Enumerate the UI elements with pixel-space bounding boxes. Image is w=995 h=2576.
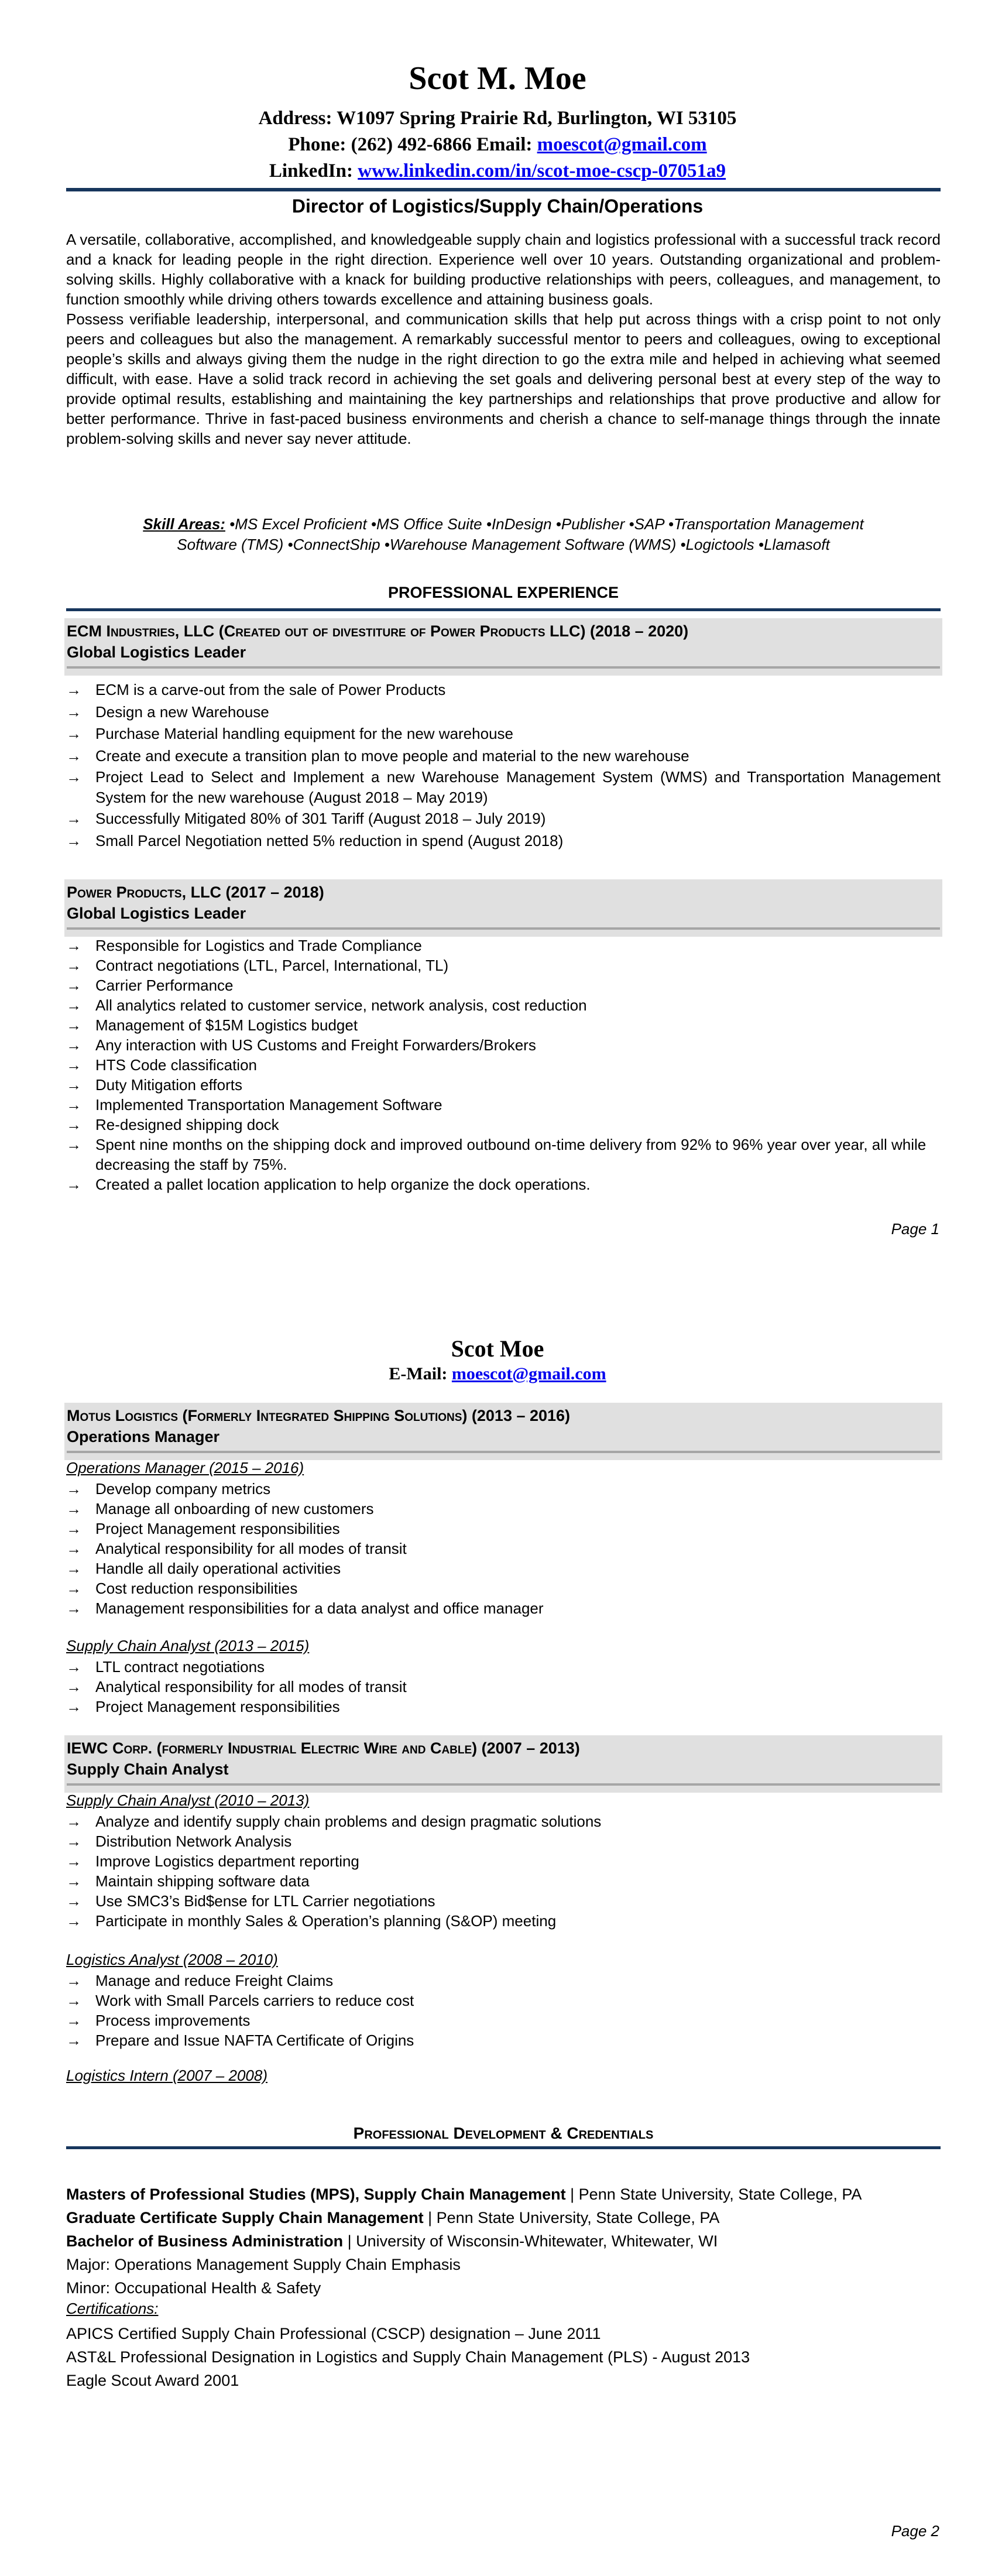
arrow-right-icon: → [66, 725, 81, 742]
list-item: → Successfully Mitigated 80% of 301 Tariff (August 2018 – July 2019) [66, 808, 941, 830]
list-item: → Contract negotiations (LTL, Parcel, International, TL) [66, 957, 449, 974]
phone-email-line [0, 132, 995, 157]
education-item [66, 2183, 941, 2206]
list-item: → Maintain shipping software data [66, 1872, 310, 1890]
arrow-right-icon: → [66, 1016, 81, 1034]
arrow-right-icon: → [66, 1580, 81, 1597]
job-role: Global Logistics Leader [67, 643, 246, 661]
list-item: → Analyze and identify supply chain problems and design pragmatic solutions [66, 1813, 602, 1830]
job-role: Supply Chain Analyst [67, 1760, 229, 1778]
linkedin-link[interactable]: www.linkedin.com/in/scot-moe-cscp-07051a9 [358, 160, 726, 181]
list-item: → Project Management responsibilities [66, 1698, 340, 1715]
arrow-right-icon: → [66, 831, 81, 849]
arrow-right-icon: → [66, 1480, 81, 1498]
list-item: → Develop company metrics [66, 1480, 271, 1498]
minor: Minor: Occupational Health & Safety [66, 2279, 321, 2297]
arrow-right-icon: → [66, 2012, 81, 2029]
page-number: Page 2 [891, 2522, 939, 2540]
linkedin-label: LinkedIn: [269, 160, 358, 181]
arrow-right-icon: → [66, 1540, 81, 1557]
job-header-motus [64, 1403, 942, 1460]
arrow-right-icon: → [66, 1076, 81, 1094]
arrow-right-icon: → [66, 957, 81, 974]
list-item: → Carrier Performance [66, 977, 234, 994]
arrow-right-icon: → [66, 1560, 81, 1577]
list-item: → Cost reduction responsibilities [66, 1580, 298, 1597]
position-bullets [66, 1971, 941, 2050]
arrow-right-icon: → [66, 977, 81, 994]
header-divider [66, 188, 941, 191]
email-line [0, 1364, 995, 1384]
list-item: → Duty Mitigation efforts [66, 1076, 242, 1094]
credentials-heading: Professional Development & Credentials [353, 2124, 654, 2142]
skills-line: Software (TMS) •ConnectShip •Warehouse Management Software (WMS) •Logictools •Llamasoft [177, 536, 830, 553]
arrow-right-icon: → [66, 768, 81, 786]
degree: Bachelor of Business Administration [66, 2232, 344, 2250]
phone-label: Phone: (262) 492-6866 Email: [288, 134, 537, 155]
certifications [66, 2322, 941, 2392]
job-header-bar [67, 1783, 940, 1786]
list-item: → Participate in monthly Sales & Operation’s planning (S&OP) meeting [66, 1912, 557, 1930]
job-header-power-products [64, 879, 942, 937]
summary-paragraph: A versatile, collaborative, accomplished, and knowledgeable supply chain and logistics professional with a successful track record and a knack for leading people in the right direction. Experience well over 10 years. Outstanding organizational and problem-solving skills. Highly collaborative with a knack for building productive relationships with peers, colleagues, and management, to function smoothly while driving others towards excellence and attaining business goals. [66, 231, 941, 308]
arrow-right-icon: → [66, 703, 81, 721]
list-item: → Spent nine months on the shipping dock and improved outbound on-time delivery from 92% to 96% year over year, all while decreasing the staff by 75%. [66, 1136, 927, 1173]
arrow-right-icon: → [66, 1698, 81, 1715]
position-title: Supply Chain Analyst (2010 – 2013) [66, 1791, 310, 1809]
position-bullets [66, 1657, 941, 1717]
arrow-right-icon: → [66, 1992, 81, 2009]
job-bullets-power-products [66, 936, 941, 1194]
page-number: Page 1 [891, 1220, 939, 1238]
job-header-bar [67, 1451, 940, 1453]
job-header-iewc [64, 1735, 942, 1793]
list-item: → Re-designed shipping dock [66, 1116, 279, 1133]
list-item: → Management of $15M Logistics budget [66, 1016, 358, 1034]
major: Major: Operations Management Supply Chain Emphasis [66, 2256, 461, 2273]
certification-item: APICS Certified Supply Chain Professional (CSCP) designation – June 2011 [66, 2325, 601, 2342]
list-item: → ECM is a carve-out from the sale of Power Products [66, 679, 941, 701]
certification-item: Eagle Scout Award 2001 [66, 2372, 239, 2389]
education-item [66, 2206, 941, 2229]
list-item: → Project Management responsibilities [66, 1520, 340, 1537]
school: | Penn State University, State College, PA [565, 2186, 862, 2203]
arrow-right-icon: → [66, 1036, 81, 1054]
arrow-right-icon: → [66, 996, 81, 1014]
skills-line: •MS Excel Proficient •MS Office Suite •InDesign •Publisher •SAP •Transportation Management [225, 515, 864, 533]
school: | University of Wisconsin-Whitewater, Whitewater, WI [343, 2232, 718, 2250]
skill-areas [66, 514, 941, 555]
job-role: Global Logistics Leader [67, 905, 246, 922]
arrow-right-icon: → [66, 1972, 81, 1989]
arrow-right-icon: → [66, 746, 81, 765]
list-item: → Use SMC3’s Bid$ense for LTL Carrier negotiations [66, 1892, 435, 1910]
job-header-bar [67, 927, 940, 930]
company-name: Power Products, LLC (2017 – 2018) [67, 883, 324, 901]
list-item: → Prepare and Issue NAFTA Certificate of Origins [66, 2032, 414, 2049]
list-item: → HTS Code classification [66, 1056, 257, 1074]
position-title: Logistics Analyst (2008 – 2010) [66, 1951, 278, 1968]
arrow-right-icon: → [66, 1599, 81, 1617]
address-line: Address: W1097 Spring Prairie Rd, Burlington, WI 53105 [258, 108, 737, 129]
arrow-right-icon: → [66, 1678, 81, 1695]
arrow-right-icon: → [66, 937, 81, 954]
arrow-right-icon: → [66, 1520, 81, 1537]
list-item: → Implemented Transportation Management Software [66, 1096, 442, 1114]
company-name: Motus Logistics (Formerly Integrated Shipping Solutions) (2013 – 2016) [67, 1407, 571, 1424]
job-header-ecm [64, 618, 942, 676]
list-item: → Analytical responsibility for all modes of transit [66, 1678, 407, 1695]
candidate-name: Scot Moe [451, 1335, 544, 1362]
list-item: → Small Parcel Negotiation netted 5% reduction in spend (August 2018) [66, 830, 941, 852]
candidate-name: Scot M. Moe [409, 60, 586, 97]
certifications-label: Certifications: [66, 2300, 159, 2317]
arrow-right-icon: → [66, 1176, 81, 1193]
list-item: → LTL contract negotiations [66, 1658, 265, 1676]
degree: Masters of Professional Studies (MPS), Supply Chain Management [66, 2186, 566, 2203]
list-item: → Distribution Network Analysis [66, 1832, 292, 1850]
arrow-right-icon: → [66, 1096, 81, 1114]
linkedin-line [0, 158, 995, 184]
certification-item: AST&L Professional Designation in Logistics and Supply Chain Management (PLS) - August 2013 [66, 2348, 750, 2366]
summary [66, 229, 941, 448]
job-bullets-ecm [66, 679, 941, 852]
arrow-right-icon: → [66, 1892, 81, 1910]
experience-heading: PROFESSIONAL EXPERIENCE [387, 584, 619, 601]
experience-divider [66, 608, 941, 611]
email-link[interactable]: moescot@gmail.com [537, 134, 707, 155]
list-item: → Analytical responsibility for all modes of transit [66, 1540, 407, 1557]
list-item: → Create and execute a transition plan to move people and material to the new warehouse [66, 745, 941, 768]
position-bullets [66, 1479, 941, 1618]
email-link[interactable]: moescot@gmail.com [451, 1364, 606, 1383]
arrow-right-icon: → [66, 1813, 81, 1830]
list-item: → Manage all onboarding of new customers [66, 1500, 374, 1517]
arrow-right-icon: → [66, 1056, 81, 1074]
arrow-right-icon: → [66, 1872, 81, 1890]
email-label: E-Mail: [389, 1364, 452, 1383]
education-item [66, 2229, 941, 2253]
list-item: → Management responsibilities for a data analyst and office manager [66, 1599, 544, 1617]
education [66, 2183, 941, 2300]
list-item: → Improve Logistics department reporting [66, 1852, 359, 1870]
list-item: → Design a new Warehouse [66, 701, 941, 724]
headline: Director of Logistics/Supply Chain/Operations [291, 196, 704, 217]
skills-label: Skill Areas: [143, 515, 225, 533]
degree: Graduate Certificate Supply Chain Management [66, 2209, 424, 2226]
list-item: → Responsible for Logistics and Trade Compliance [66, 937, 422, 954]
list-item: → Created a pallet location application to help organize the dock operations. [66, 1176, 591, 1193]
job-header-bar [67, 666, 940, 669]
arrow-right-icon: → [66, 1116, 81, 1133]
position-bullets [66, 1811, 941, 1931]
arrow-right-icon: → [66, 1912, 81, 1930]
arrow-right-icon: → [66, 1852, 81, 1870]
arrow-right-icon: → [66, 1500, 81, 1517]
position-title: Supply Chain Analyst (2013 – 2015) [66, 1637, 310, 1654]
job-role: Operations Manager [67, 1428, 220, 1445]
arrow-right-icon: → [66, 2032, 81, 2049]
list-item: → Process improvements [66, 2012, 251, 2029]
list-item: → Handle all daily operational activities [66, 1560, 341, 1577]
arrow-right-icon: → [66, 1832, 81, 1850]
arrow-right-icon: → [66, 681, 81, 698]
list-item: → Project Lead to Select and Implement a new Warehouse Management System (WMS) and Transportation Management System for the new warehouse (August 2018 – May 2019) [66, 768, 941, 806]
company-name: IEWC Corp. (formerly Industrial Electric Wire and Cable) (2007 – 2013) [67, 1739, 580, 1757]
list-item: → All analytics related to customer service, network analysis, cost reduction [66, 996, 587, 1014]
list-item: → Work with Small Parcels carriers to reduce cost [66, 1992, 414, 2009]
arrow-right-icon: → [66, 810, 81, 827]
summary-paragraph: Possess verifiable leadership, interpersonal, and communication skills that help put across things with a crisp point to not only peers and colleagues but also the management. A remarkably successful mentor to peers and colleagues, owing to exceptional people’s skills and always giving them the nudge in the right direction to go the extra mile and helped in achieving what seemed difficult, with ease. Have a solid track record in achieving the set goals and delivering personal best at every step of the way to provide optimal results, establishing and maintaining the key partnerships and relationships that prove productive and allow for better performance. Thrive in fast-paced business environments and cherish a chance to self-manage things through the innate problem-solving skills and never say never attitude. [66, 310, 941, 447]
arrow-right-icon: → [66, 1136, 81, 1153]
position-title: Operations Manager (2015 – 2016) [66, 1459, 304, 1477]
school: | Penn State University, State College, PA [423, 2209, 720, 2226]
arrow-right-icon: → [66, 1658, 81, 1676]
list-item: → Purchase Material handling equipment for the new warehouse [66, 723, 941, 745]
credentials-divider [66, 2146, 941, 2149]
company-name: ECM Industries, LLC (Created out of divestiture of Power Products LLC) (2018 – 2020) [67, 622, 689, 640]
position-title: Logistics Intern (2007 – 2008) [66, 2067, 267, 2084]
list-item: → Any interaction with US Customs and Freight Forwarders/Brokers [66, 1036, 536, 1054]
list-item: → Manage and reduce Freight Claims [66, 1972, 334, 1989]
